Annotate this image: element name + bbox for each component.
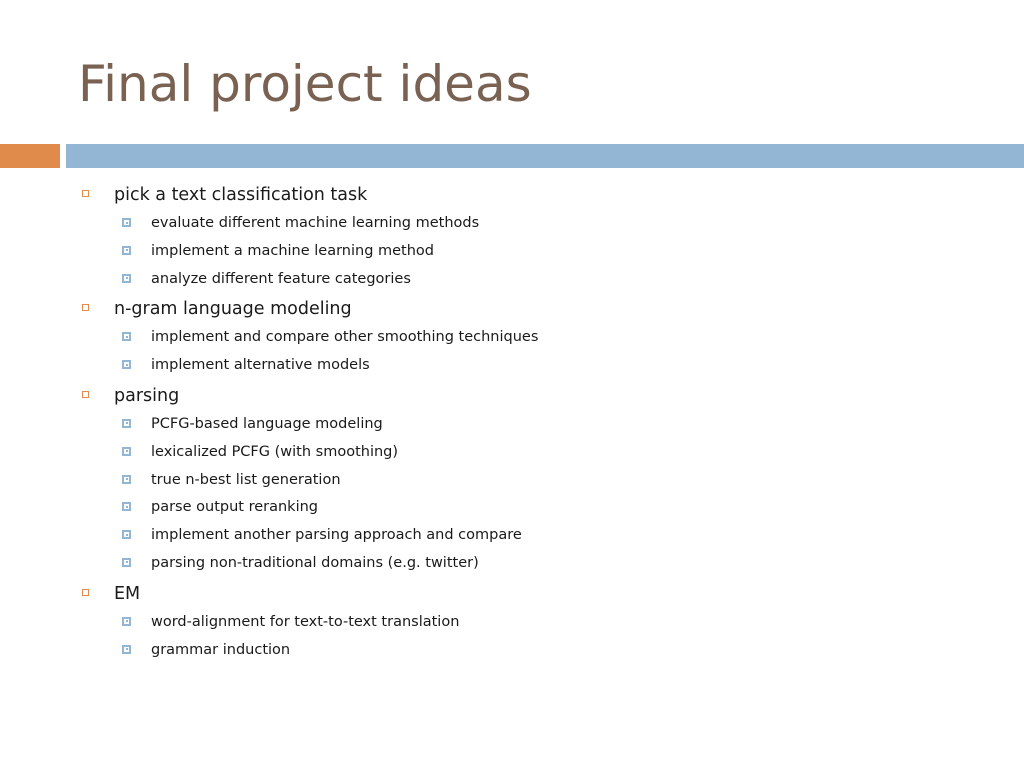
bullet-item <box>0 580 1024 609</box>
square-bullet-icon <box>122 246 131 255</box>
sub-bullet-item <box>0 266 1024 294</box>
sub-bullet-text: implement alternative models <box>151 357 370 374</box>
sub-bullet-item <box>0 352 1024 380</box>
square-bullet-icon <box>122 218 131 227</box>
bullet-text: n-gram language modeling <box>114 299 352 320</box>
sub-bullet-item <box>0 439 1024 467</box>
sub-bullet-text: lexicalized PCFG (with smoothing) <box>151 443 399 460</box>
sub-bullet-item <box>0 637 1024 665</box>
square-bullet-icon <box>122 360 131 369</box>
square-bullet-icon <box>122 419 131 428</box>
bullet-item <box>0 295 1024 324</box>
hollow-square-bullet-icon <box>82 391 89 398</box>
sub-bullet-item <box>0 494 1024 522</box>
sub-bullet-text: true n-best list generation <box>151 471 341 488</box>
sub-bullet-text: word-alignment for text-to-text translation <box>151 613 460 630</box>
sub-bullet-item <box>0 324 1024 352</box>
hollow-square-bullet-icon <box>82 304 89 311</box>
hollow-square-bullet-icon <box>82 589 89 596</box>
sub-bullet-text: implement a machine learning method <box>151 242 435 259</box>
sub-bullet-text: grammar induction <box>151 641 291 658</box>
sub-bullet-text: implement and compare other smoothing techniques <box>151 329 539 346</box>
square-bullet-icon <box>122 502 131 511</box>
sub-bullet-item <box>0 411 1024 439</box>
square-bullet-icon <box>122 617 131 626</box>
square-bullet-icon <box>122 645 131 654</box>
sub-bullet-text: analyze different feature categories <box>151 270 411 287</box>
title-rule-bar <box>66 144 1024 168</box>
square-bullet-icon <box>122 332 131 341</box>
bullet-text: EM <box>114 583 141 604</box>
sub-bullet-text: PCFG-based language modeling <box>151 415 383 432</box>
accent-bar <box>0 144 60 168</box>
sub-bullet-text: evaluate different machine learning methods <box>151 215 480 231</box>
square-bullet-icon <box>122 475 131 484</box>
sub-bullet-item <box>0 522 1024 550</box>
square-bullet-icon <box>122 530 131 539</box>
sub-bullet-item <box>0 210 1024 238</box>
bullet-item <box>0 382 1024 411</box>
sub-bullet-text: implement another parsing approach and compare <box>151 527 522 544</box>
sub-bullet-text: parse output reranking <box>151 499 318 516</box>
bullet-text: parsing <box>114 385 180 406</box>
hollow-square-bullet-icon <box>82 190 89 197</box>
sub-bullet-item <box>0 238 1024 266</box>
bullet-item <box>0 181 1024 210</box>
bullet-text: pick a text classification task <box>114 185 368 205</box>
slide-title: Final project ideas <box>78 55 532 113</box>
sub-bullet-text: parsing non-traditional domains (e.g. twitter) <box>151 554 479 571</box>
bullet-list <box>0 181 1024 664</box>
sub-bullet-item <box>0 550 1024 578</box>
sub-bullet-item <box>0 467 1024 495</box>
sub-bullet-item <box>0 609 1024 637</box>
square-bullet-icon <box>122 447 131 456</box>
square-bullet-icon <box>122 558 131 567</box>
square-bullet-icon <box>122 274 131 283</box>
